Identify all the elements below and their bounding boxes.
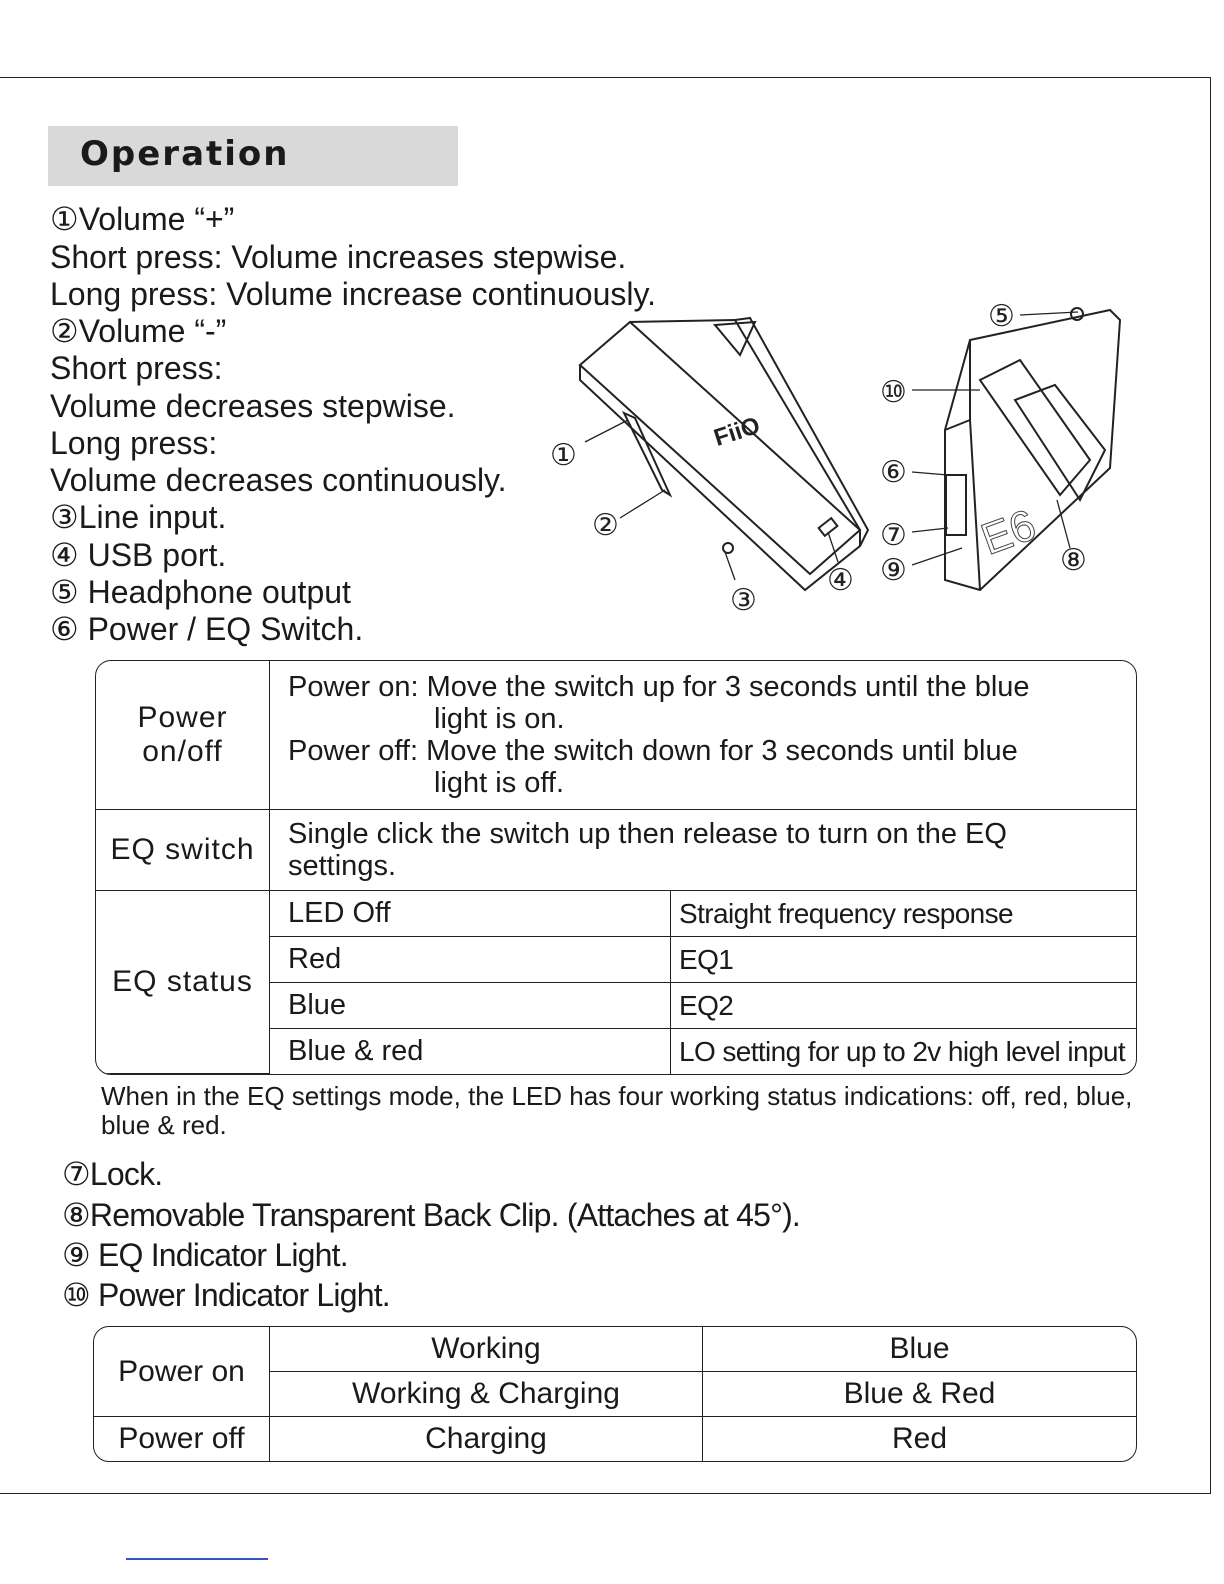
line-long-press-up: Long press: Volume increase continuously. bbox=[50, 276, 656, 312]
fiio-logo: FiiO bbox=[710, 411, 764, 453]
item-lock: ⑦Lock. bbox=[62, 1156, 163, 1192]
item-back-clip: ⑧Removable Transparent Back Clip. (Attaches at 45°). bbox=[62, 1197, 801, 1233]
callout-6: ⑥ bbox=[880, 455, 907, 490]
callout-2: ② bbox=[592, 508, 619, 543]
power-off-cont: light is off. bbox=[434, 767, 565, 799]
state-2: Charging bbox=[270, 1417, 703, 1461]
power-on-label: Power on bbox=[94, 1327, 270, 1417]
callout-1: ① bbox=[550, 438, 577, 473]
line-short-press: Short press: bbox=[50, 350, 223, 386]
callout-9: ⑨ bbox=[880, 553, 907, 588]
eq-meaning-1: EQ1 bbox=[671, 937, 1136, 983]
callout-8: ⑧ bbox=[1060, 543, 1087, 578]
line-decrease-continuously: Volume decreases continuously. bbox=[50, 462, 507, 498]
eq-switch-desc: Single click the switch up then release to turn on the EQ settings. bbox=[270, 810, 1136, 891]
power-off-text: Move the switch down for 3 seconds until blue bbox=[426, 735, 1018, 767]
power-indicator-table bbox=[93, 1326, 1137, 1462]
item-eq-indicator: ⑨ EQ Indicator Light. bbox=[62, 1237, 348, 1273]
power-onoff-desc bbox=[270, 661, 1136, 810]
eq-led-2: Blue bbox=[270, 983, 671, 1029]
table-row bbox=[96, 661, 1136, 810]
power-on-cont: light is on. bbox=[434, 703, 565, 735]
power-onoff-label bbox=[96, 661, 270, 810]
line-volume-up: ①Volume “+” bbox=[50, 201, 235, 237]
power-onoff-label-text: Power on/off bbox=[137, 701, 228, 768]
power-off-prefix: Power off: bbox=[288, 735, 419, 767]
line-decrease-stepwise: Volume decreases stepwise. bbox=[50, 388, 456, 424]
callout-10: ⑩ bbox=[880, 375, 907, 410]
table-row bbox=[96, 810, 1136, 891]
color-2: Red bbox=[891, 1422, 948, 1455]
callout-5: ⑤ bbox=[988, 299, 1015, 334]
eq-meaning-2: EQ2 bbox=[671, 983, 1136, 1029]
eq-meaning-3: LO setting for up to 2v high level input bbox=[679, 1035, 1126, 1067]
table-row bbox=[94, 1417, 1136, 1461]
item-power-indicator: ⑩ Power Indicator Light. bbox=[62, 1277, 390, 1313]
model-label: E6 bbox=[974, 500, 1043, 565]
callout-4: ④ bbox=[827, 563, 854, 598]
callout-3: ③ bbox=[730, 583, 757, 618]
line-long-press: Long press: bbox=[50, 425, 218, 461]
line-short-press-up: Short press: Volume increases stepwise. bbox=[50, 239, 627, 275]
power-on-prefix: Power on: bbox=[288, 671, 419, 703]
color-1: Blue & Red bbox=[703, 1372, 1136, 1417]
eq-switch-label: EQ switch bbox=[96, 810, 270, 891]
line-usb-port: ④ USB port. bbox=[50, 537, 227, 573]
state-1: Working & Charging bbox=[270, 1372, 703, 1417]
callout-7: ⑦ bbox=[880, 518, 907, 553]
eq-meaning-0: Straight frequency response bbox=[671, 891, 1136, 937]
device-illustration bbox=[550, 290, 1150, 630]
footer-rule bbox=[126, 1558, 268, 1560]
power-on-text: Move the switch up for 3 seconds until the blue bbox=[426, 671, 1030, 703]
eq-led-1: Red bbox=[270, 937, 671, 983]
device-front-view bbox=[580, 318, 868, 590]
power-eq-table bbox=[95, 660, 1137, 1075]
table-row bbox=[94, 1327, 1136, 1372]
color-0: Blue bbox=[703, 1327, 1136, 1372]
eq-led-3: Blue & red bbox=[270, 1029, 671, 1074]
line-headphone-output: ⑤ Headphone output bbox=[50, 574, 351, 610]
eq-mode-note: When in the EQ settings mode, the LED has four working status indications: off, red, blue, blue & red. bbox=[101, 1081, 1133, 1140]
eq-led-0: LED Off bbox=[270, 891, 671, 937]
state-0: Working bbox=[270, 1327, 703, 1372]
line-volume-down: ②Volume “-” bbox=[50, 313, 227, 349]
line-power-eq-switch: ⑥ Power / EQ Switch. bbox=[50, 611, 364, 647]
table-row bbox=[96, 891, 1136, 937]
power-off-label: Power off bbox=[94, 1417, 270, 1461]
eq-status-label: EQ status bbox=[96, 891, 270, 1074]
line-line-input: ③Line input. bbox=[50, 499, 227, 535]
section-heading: Operation bbox=[80, 134, 290, 174]
